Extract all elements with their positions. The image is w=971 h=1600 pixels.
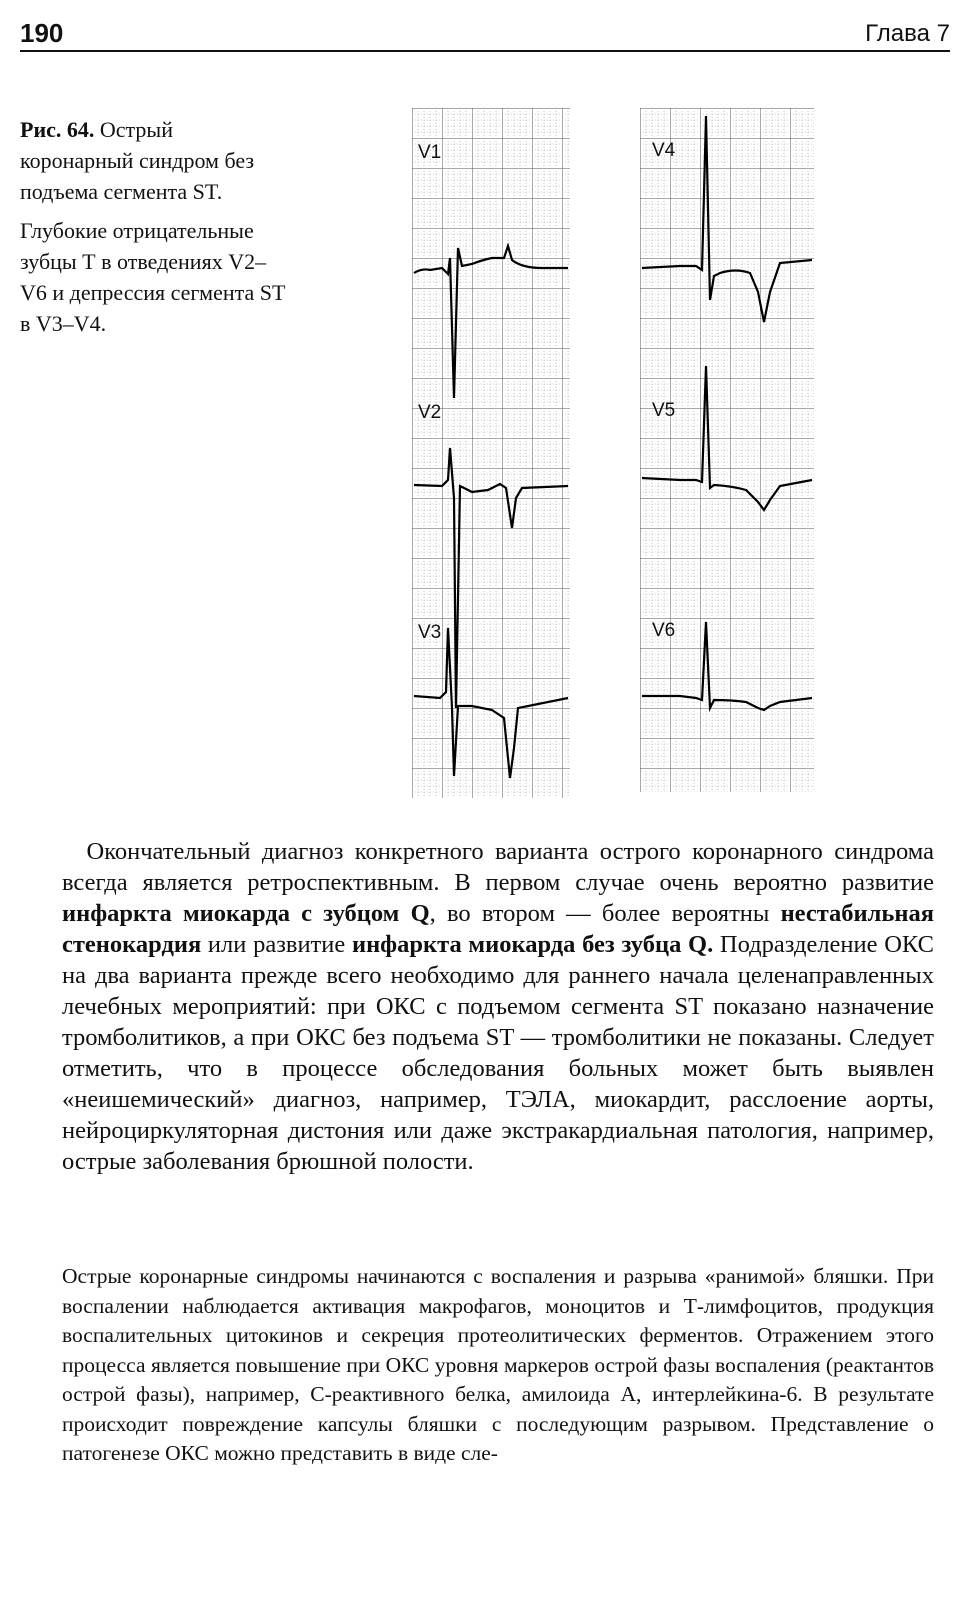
- lead-label-v5: V5: [652, 400, 676, 421]
- page-number: 190: [20, 18, 64, 48]
- paragraph1-s1: Окончательный диагноз конкретного варианта острого коронарного синдрома всегда является ретроспективным. В первом случае очень вероятно развитие: [62, 838, 934, 896]
- term-q-wave-mi: инфаркта миокарда с зубцом Q: [62, 900, 430, 927]
- ecg-strip-left: [412, 108, 570, 798]
- ecg-grid-right: [640, 108, 814, 792]
- figure-title: Острый коронарный синдром без подъема сегмента ST.: [20, 117, 255, 204]
- paragraph1-s4: Подразделение ОКС на два варианта прежде всего необходимо для раннего начала целенаправленных лечебных мероприятий: при ОКС с подъемом сегмента ST показано назначение тромболитиков, а при ОКС без подъема ST — тромболитики не показаны. Следует отметить, что в процессе обследования больных может быть выявлен «неишемический» диагноз, например, ТЭЛА, миокардит, расслоение аорты, нейроциркуляторная дистония или даже экстракардиальная патология, например, острые заболевания брюшной полости.: [62, 931, 934, 1175]
- figure-caption-title: [20, 114, 290, 207]
- lead-label-v4: V4: [652, 140, 676, 161]
- page-header: [20, 18, 950, 52]
- ecg-grid-left: [412, 108, 570, 798]
- figure-caption: [20, 114, 290, 347]
- term-non-q-wave-mi: инфаркта миокарда без зубца Q.: [351, 931, 714, 958]
- ecg-strip-right: [640, 108, 814, 792]
- lead-label-v6: V6: [652, 620, 676, 641]
- main-paragraph: [62, 836, 934, 1177]
- lead-label-v1: V1: [418, 142, 442, 163]
- figure-label: Рис. 64.: [20, 117, 95, 142]
- paragraph1-s3: или развитие: [201, 931, 352, 958]
- chapter-title: Глава 7: [865, 20, 950, 47]
- lead-label-v3: V3: [418, 622, 442, 643]
- note-paragraph: Острые коронарные синдромы начинаются с воспаления и разрыва «ранимой» бляшки. При воспалении наблюдается активация макрофагов, моноцитов и Т-лимфоцитов, продукция воспалительных цитокинов и секреция протеолитических ферментов. Отражением этого процесса является повышение при ОКС уровня маркеров острой фазы воспаления (реактантов острой фазы), например, С-реактивного белка, амилоида А, интерлейкина-6. В результате происходит повреждение капсулы бляшки с последующим разрывом. Представление о патогенезе ОКС можно представить в виде сле-: [62, 1264, 934, 1465]
- figure-description: Глубокие отрицательные зубцы Т в отведениях V2–V6 и депрессия сегмента ST в V3–V4.: [20, 218, 286, 336]
- term-unstable-angina: нестабильная стенокардия: [62, 900, 934, 958]
- paragraph1-s2: , во втором — более вероятны: [429, 900, 781, 927]
- lead-label-v2: V2: [418, 402, 442, 423]
